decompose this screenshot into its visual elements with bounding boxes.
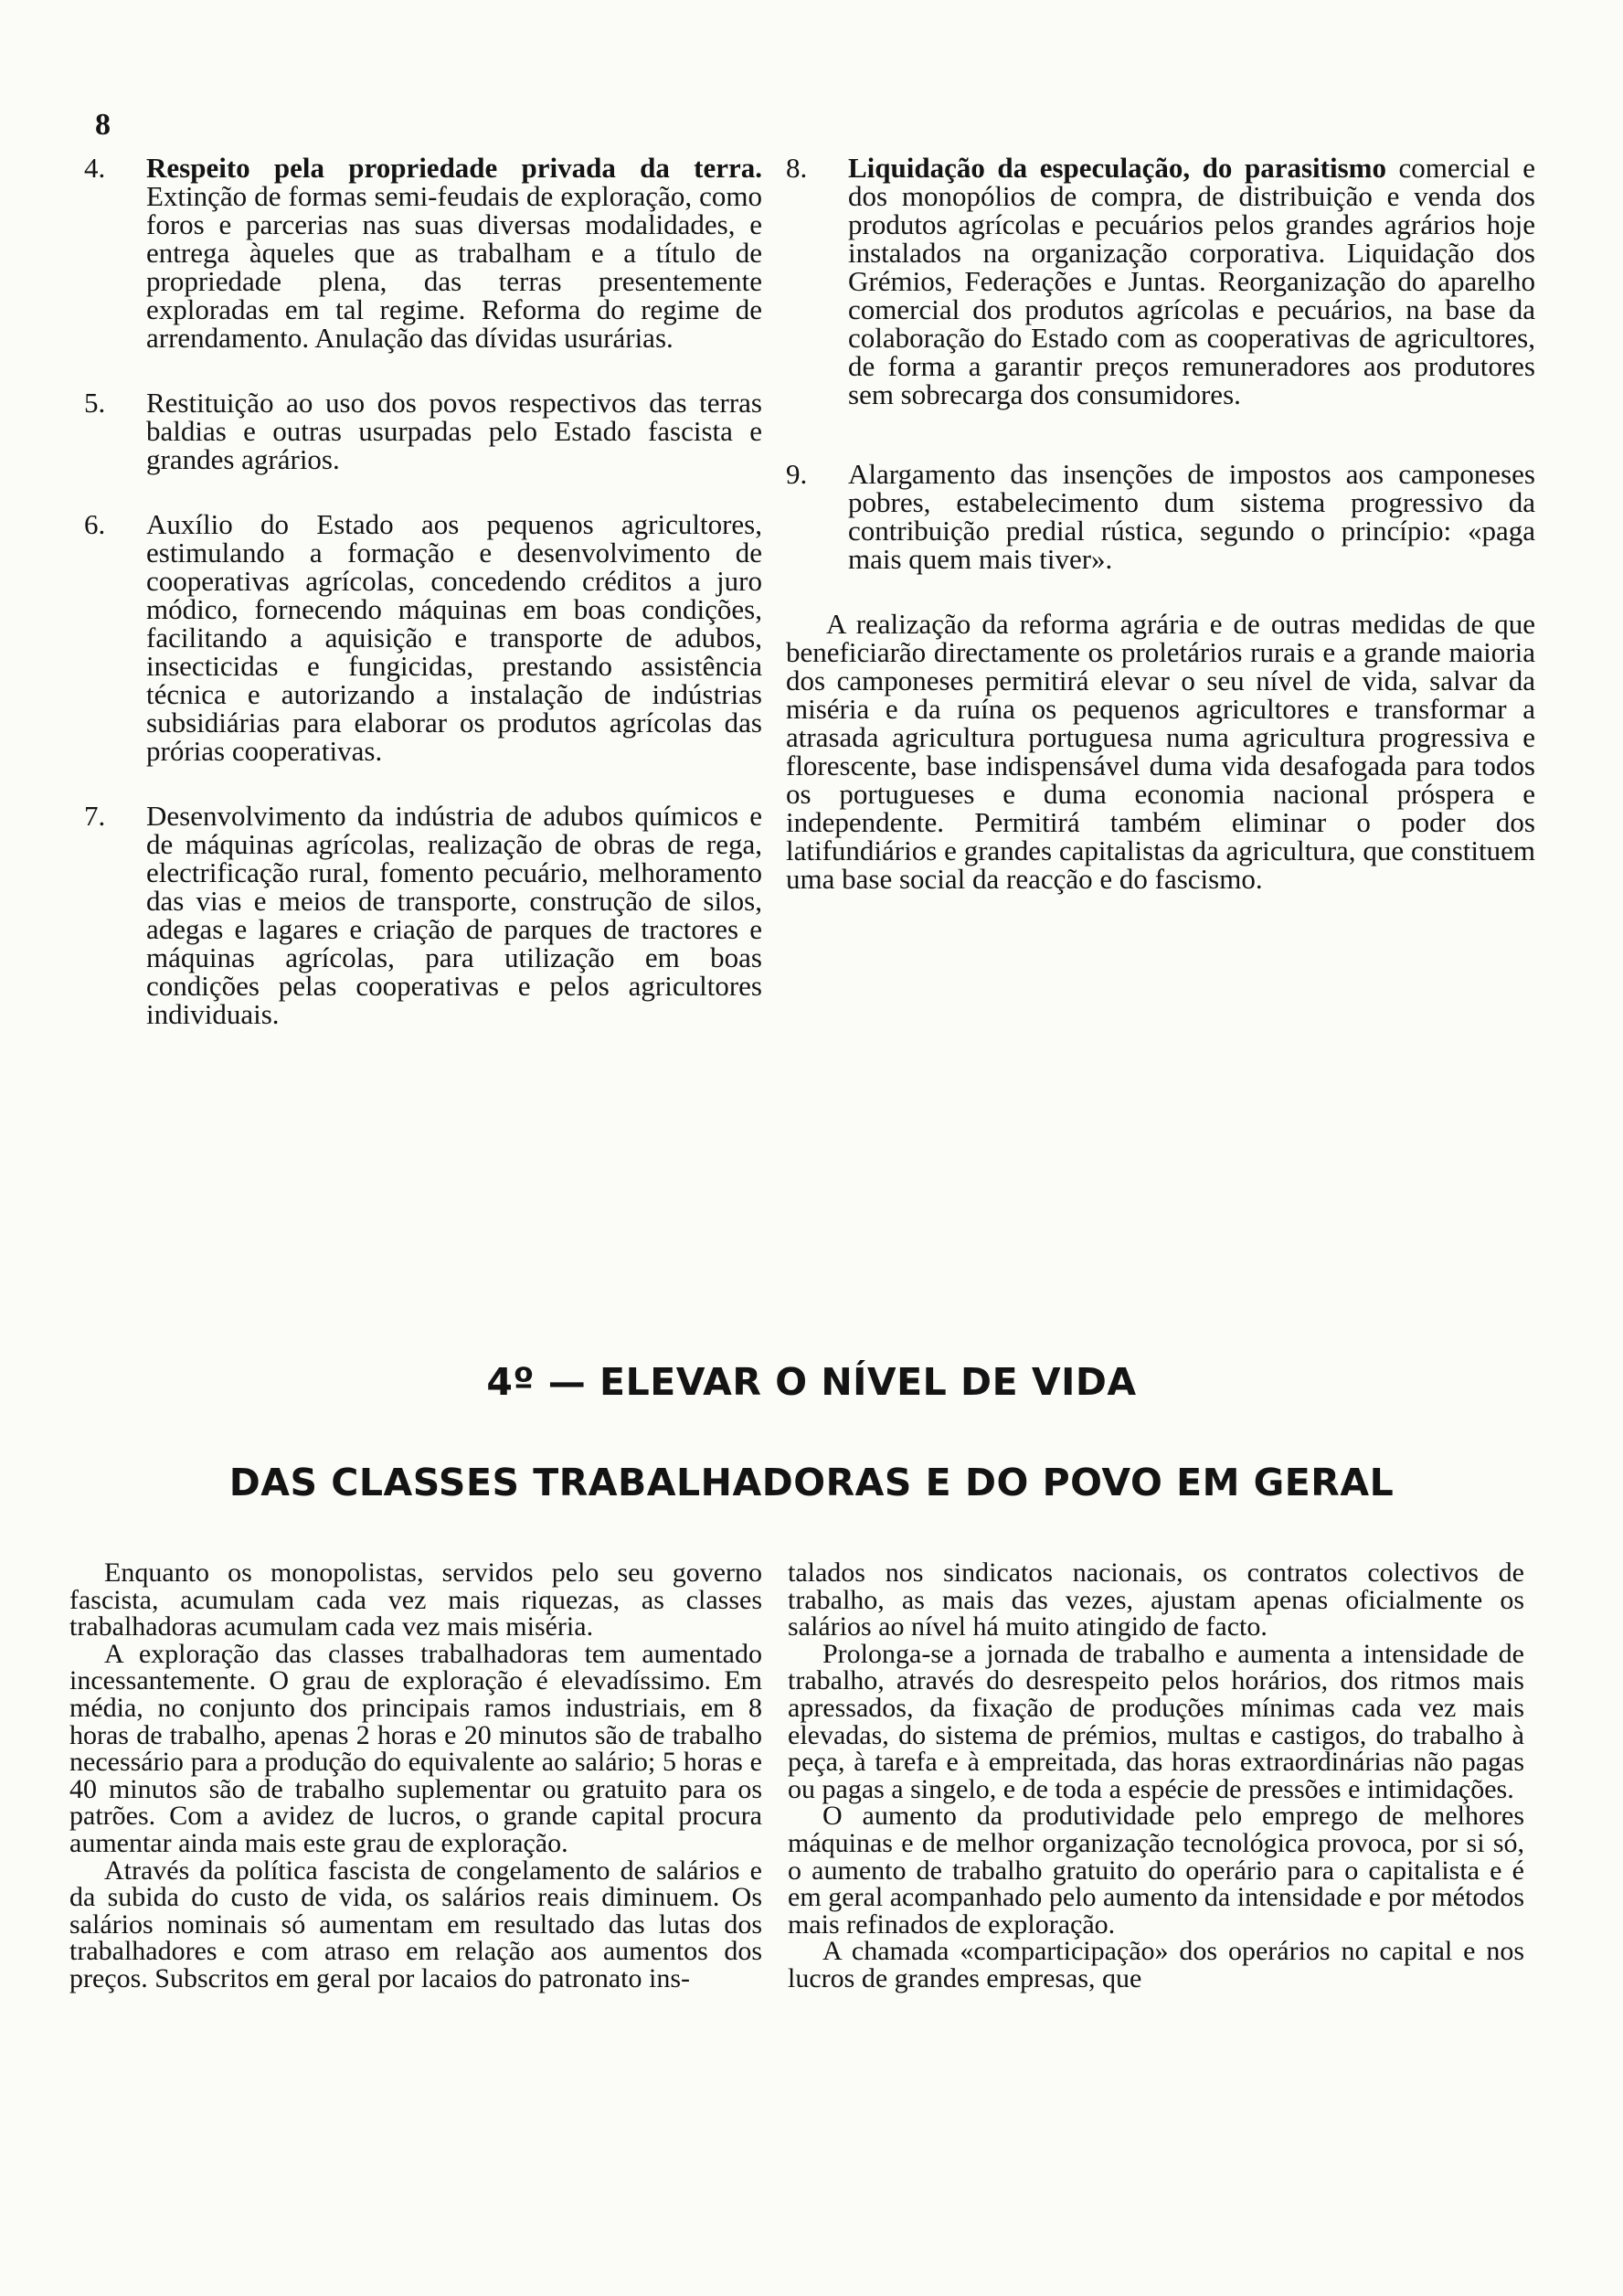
paragraph: A chamada «comparticipação» dos operários no capital e nos lucros de grandes empresas, que (788, 1936, 1524, 1993)
numbered-list-left (84, 154, 762, 1065)
item-number: 5. (84, 387, 106, 419)
section-heading: 4º — ELEVAR O NÍVEL DE VIDA (486, 1360, 1137, 1404)
item-text: comercial e dos monopólios de compra, de distribuição e venda dos produtos agrícolas e pecuários pelos grandes agrários hoje instalados na organização corporativa. Liquidação dos Grémios, Federações e Juntas. Reorganização do aparelho comercial dos produtos agrícolas e pecuários, na base da colaboração do Estado com as cooperativas de agricultores, de forma a garantir preços remuneradores aos produtores sem sobrecarga dos consumidores. (848, 152, 1536, 410)
list-item (84, 802, 762, 1028)
section-subheading: DAS CLASSES TRABALHADORAS E DO POVO EM GERAL (228, 1461, 1395, 1504)
item-number: 4. (84, 152, 106, 184)
paragraph: Prolonga-se a jornada de trabalho e aumenta a intensidade de trabalho, através do desrespeito pelos horários, dos ritmos mais apressados, da fixação de produções mínimas cada vez mais elevadas, do sistema de prémios, multas e castigos, do trabalho à peça, à tarefa e à empreitada, das horas extraordinárias não pagas ou pagas a singelo, e de toda a espécie de pressões e intimidações. (788, 1638, 1524, 1804)
item-number: 8. (786, 152, 808, 184)
list-item (84, 510, 762, 765)
page-number: 8 (95, 108, 111, 142)
item-text: Desenvolvimento da indústria de adubos químicos e de máquinas agrícolas, realização de obras de rega, electrificação rural, fomento pecuário, melhoramento das vias e meios de transporte, construção de silos, adegas e lagares e criação de parques de tractores e máquinas agrícolas, para utilização em boas condições pelas cooperativas e pelos agricultores individuais. (146, 800, 762, 1030)
list-item (84, 154, 762, 352)
item-text: Restituição ao uso dos povos respectivos das terras baldias e outras usurpadas pelo Estado fascista e grandes agrários. (146, 387, 762, 475)
item-lead: Respeito pela propriedade privada da terra. (146, 152, 762, 184)
list-item (786, 154, 1535, 409)
item-text: Auxílio do Estado aos pequenos agricultores, estimulando a formação e desenvolvimento de cooperativas agrícolas, concedendo créditos a juro módico, fornecendo máquinas em boas condições, facilitando a aquisição e transporte de adubos, insecticidas e fungicidas, prestando assistência técnica e autorizando a instalação de indústrias subsidiárias para elaborar os produtos agrícolas das prórias cooperativas. (146, 508, 762, 767)
paragraph: A realização da reforma agrária e de outras medidas de que beneficiarão directamente os proletários rurais e a grande maioria dos camponeses permitirá elevar o seu nível de vida, salvar da miséria e da ruína os pequenos agricultores e transformar a atrasada agricultura portuguesa numa agricultura progressiva e florescente, base indispensável duma vida desafogada para todos os portugueses e duma economia nacional próspera e independente. Permitirá também eliminar o poder dos latifundiários e grandes capitalistas da agricultura, que constituem uma base social da reacção e do fascismo. (786, 608, 1535, 895)
item-number: 9. (786, 458, 808, 490)
item-text: Extinção de formas semi-feudais de exploração, como foros e parcerias nas suas diversas modalidades, e entrega àqueles que as trabalham e a título de propriedade plena, das terras presentemente exploradas em tal regime. Reforma do regime de arrendamento. Anulação das dívidas usurárias. (146, 180, 762, 354)
paragraph: Através da política fascista de congelamento de salários e da subida do custo de vida, os salários reais diminuem. Os salários nominais só aumentam em resultado das lutas dos trabalhadores e com atraso em relação aos aumentos dos preços. Subscritos em geral por lacaios do patronato ins- (69, 1855, 762, 1993)
body-column-right (788, 1559, 1524, 1993)
paragraph: A exploração das classes trabalhadoras tem aumentado incessantemente. O grau de exploração é elevadíssimo. Em média, no conjunto dos principais ramos industriais, em 8 horas de trabalho, apenas 2 horas e 20 minutos são de trabalho necessário para a produção do equivalente ao salário; 5 horas e 40 minutos são de trabalho suplementar ou gratuito para os patrões. Com a avidez de lucros, o grande capital procura aumentar ainda mais este grau de exploração. (69, 1638, 762, 1858)
body-column-left (69, 1559, 762, 1993)
list-item (84, 388, 762, 473)
item-number: 7. (84, 800, 106, 832)
paragraph: O aumento da produtividade pelo emprego de melhores máquinas e de melhor organização tecnológica provoca, por si só, o aumento de trabalho gratuito do operário para o capitalista e é em geral acompanhado pelo aumento da intensidade e por métodos mais refinados de exploração. (788, 1801, 1524, 1940)
item-text: Alargamento das insenções de impostos aos camponeses pobres, estabelecimento dum sistema progressivo da contribuição predial rústica, segundo o princípio: «paga mais quem mais tiver». (848, 458, 1535, 575)
item-number: 6. (84, 508, 106, 540)
paragraph: Enquanto os monopolistas, servidos pelo seu governo fascista, acumulam cada vez mais riquezas, as classes trabalhadoras acumulam cada vez mais miséria. (69, 1557, 762, 1642)
paragraph-continuation: talados nos sindicatos nacionais, os contratos colectivos de trabalho, as mais das vezes, ajustam apenas oficialmente os salários ao nível há muito atingido de facto. (788, 1557, 1524, 1642)
numbered-list-right (786, 154, 1535, 893)
item-lead: Liquidação da especulação, do parasitismo (848, 152, 1386, 184)
list-item (786, 460, 1535, 573)
